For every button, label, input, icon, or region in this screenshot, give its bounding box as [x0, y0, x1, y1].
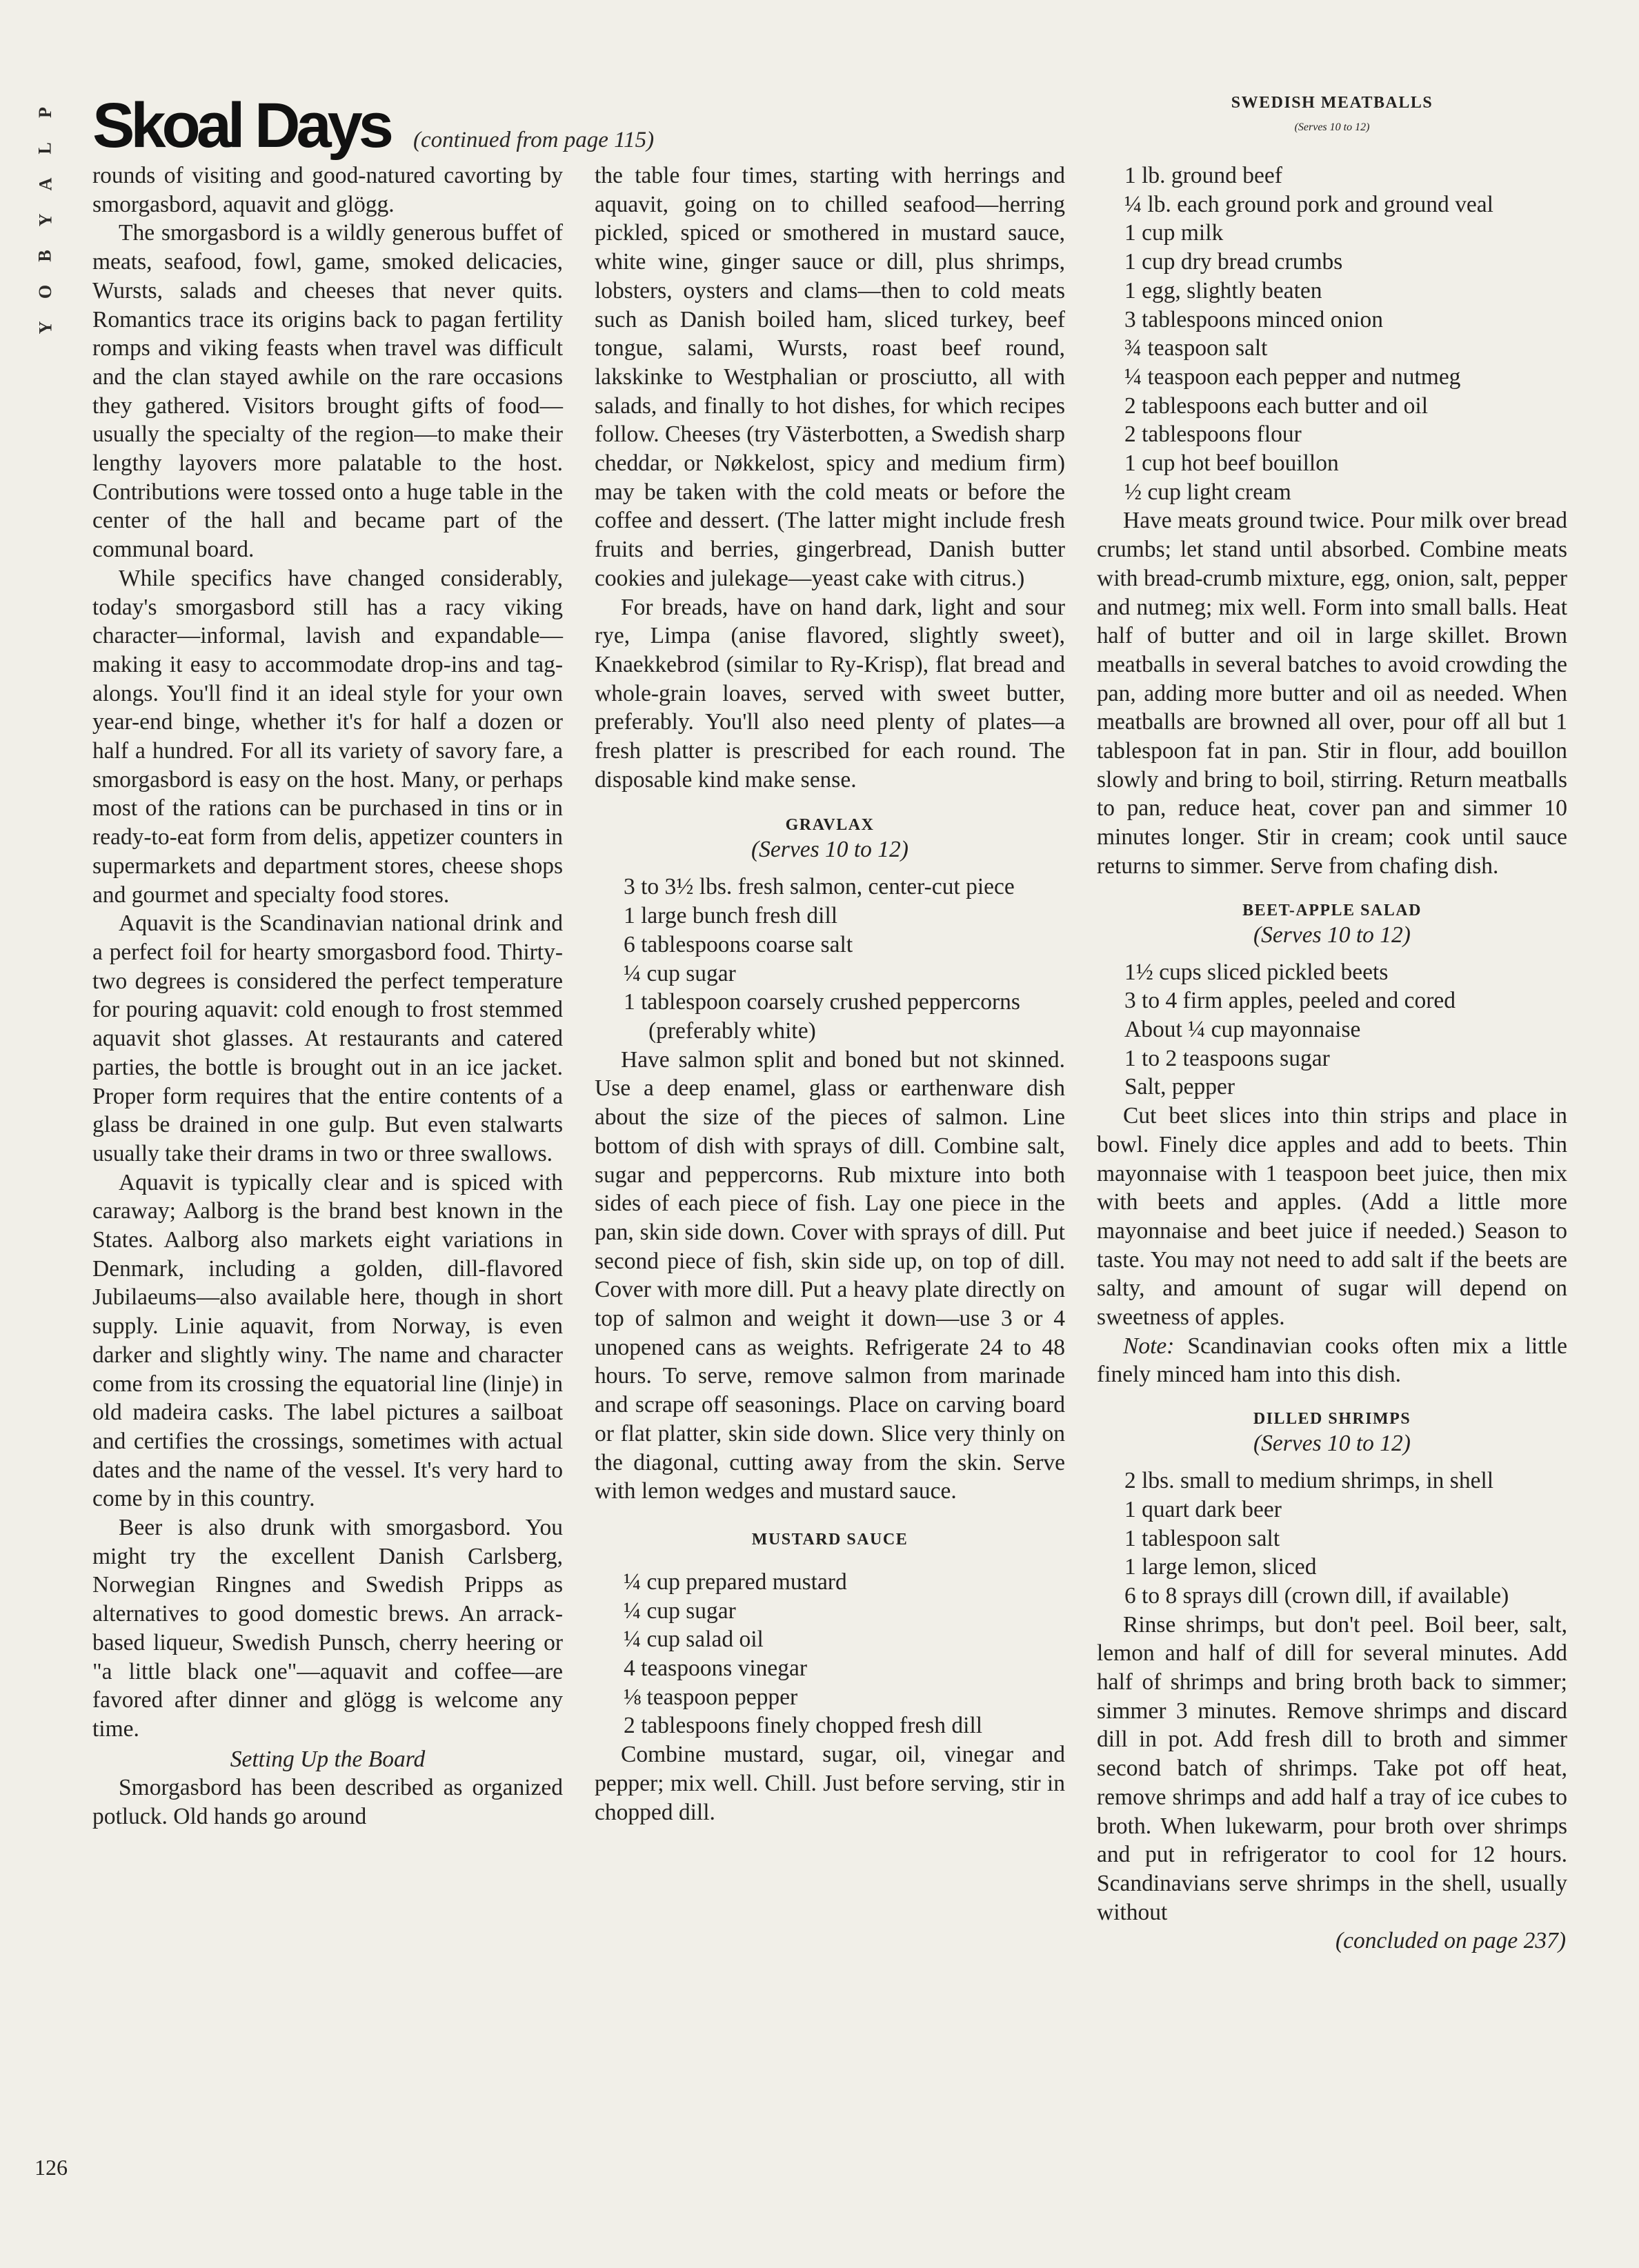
ingredient-item: Salt, pepper [1124, 1074, 1235, 1100]
ingredient-item: 6 tablespoons coarse salt [624, 931, 853, 957]
ingredient-item: 2 tablespoons flour [1124, 421, 1302, 448]
recipe-serves: (Serves 10 to 12) [1294, 121, 1370, 133]
ingredient-item: ¼ cup sugar [624, 960, 736, 986]
ingredient-item: ¼ cup salad oil [624, 1627, 764, 1653]
recipe-method: Combine mustard, sugar, oil, vinegar and pepper; mix well. Chill. Just before serving, stir in chopped dill. [595, 1742, 1065, 1825]
ingredient-item: 6 to 8 sprays dill (crown dill, if available) [1124, 1582, 1509, 1609]
note-text: Scandinavian cooks often mix a little finely minced ham into this dish. [1097, 1333, 1567, 1388]
ingredient-item: 4 teaspoons vinegar [624, 1655, 808, 1682]
recipe-title-mustard-sauce: MUSTARD SAUCE [751, 1530, 908, 1549]
ingredient-item: ¼ cup prepared mustard [624, 1569, 847, 1595]
recipe-serves: (Serves 10 to 12) [1253, 1431, 1411, 1457]
ingredient-item: About ¼ cup mayonnaise [1124, 1016, 1361, 1042]
ingredient-list-meatballs [1097, 161, 1567, 506]
ingredient-item: ¼ cup sugar [624, 1598, 736, 1624]
ingredient-item: 2 tablespoons each butter and oil [1124, 392, 1429, 419]
ingredient-item: 1 cup hot beef bouillon [1124, 450, 1339, 477]
paragraph: Beer is also drunk with smorgasbord. You might try the excellent Danish Carlsberg, Norwegian Ringnes and Swedish Pripps as alternatives to good domestic brews. An arrack-based liqueur, Swedish Punsch, cherry heering or "a little black one"—aquavit and coffee—are favored after dinner and glögg is welcome any time. [92, 1515, 563, 1742]
recipe-title-gravlax: GRAVLAX [785, 816, 875, 835]
recipe-note [1097, 1332, 1567, 1389]
continued-note: (continued from page 115) [413, 128, 655, 152]
ingredient-item: 1 egg, slightly beaten [1124, 277, 1322, 304]
recipe-title-meatballs: SWEDISH MEATBALLS [1231, 94, 1433, 112]
recipe-serves: (Serves 10 to 12) [751, 837, 908, 863]
ingredient-item: 3 to 4 firm apples, peeled and cored [1124, 988, 1456, 1014]
ingredient-item: 1 tablespoon coarsely crushed peppercorns (preferably white) [624, 989, 1020, 1044]
ingredient-item: 1 cup dry bread crumbs [1124, 249, 1343, 275]
paragraph: While specifics have changed considerably, today's smorgasbord still has a racy viking character—informal, lavish and expandable—making it easy to accommodate drop-ins and tag-alongs. You'll find it an ideal style for your own year-end binge, whether it's for half a dozen or half a hundred. For all its variety of savory fare, a smorgasbord is easy on the host. Many, or perhaps most of the rations can be purchased in tins or in ready-to-eat form from delis, appetizer counters in supermarkets and department stores, cheese shops and gourmet and specialty food stores. [92, 565, 563, 908]
ingredient-item: ¼ teaspoon each pepper and nutmeg [1124, 364, 1461, 390]
running-head: P L A Y B O Y [34, 107, 55, 335]
concluded-note: (concluded on page 237) [1335, 1928, 1566, 1954]
ingredient-item: ¼ lb. each ground pork and ground veal [1124, 191, 1493, 217]
ingredient-list-beet-apple-salad [1097, 958, 1567, 1102]
ingredient-item: 1 tablespoon salt [1124, 1525, 1280, 1551]
paragraph: Aquavit is the Scandinavian national drink and a perfect foil for hearty smorgasbord food. Thirty-two degrees is considered the perfect temperature for pouring aquavit: cold enough to frost stemmed aquavit shot glasses. At restaurants and catered parties, the bottle is brought out in an ice jacket. Proper form requires that the entire contents of a glass be drained in one gulp. But even stalwarts usually take their drams in two or three swallows. [92, 911, 563, 1166]
paragraph: Aquavit is typically clear and is spiced with caraway; Aalborg is the brand best known in the States. Aalborg also markets eight variations in Denmark, including a golden, dill-flavored Jubilaeums—also available here, though in short supply. Linie aquavit, from Norway, is even darker and slightly winy. The name and character come from its crossing the equatorial line (linje) in old madeira casks. The label pictures a sailboat and certifies the crossings, sometimes with actual dates and the name of the vessel. It's very hard to come by in this country. [92, 1169, 563, 1512]
column-1 [92, 161, 563, 1831]
meatballs-heading [1097, 92, 1567, 142]
ingredient-item: 1 cup milk [1124, 220, 1224, 246]
ingredient-item: 1 quart dark beer [1124, 1496, 1282, 1522]
paragraph: Smorgasbord has been described as organized potluck. Old hands go around [92, 1775, 563, 1830]
note-label: Note: [1123, 1333, 1175, 1359]
ingredient-item: 1 lb. ground beef [1124, 163, 1282, 188]
ingredient-item: 1 to 2 teaspoons sugar [1124, 1045, 1330, 1071]
paragraph: The smorgasbord is a wildly generous buffet of meats, seafood, fowl, game, smoked delicacies, Wursts, salads and cheeses that never quits. Romantics trace its origins back to pagan fertility romps and viking feasts when travel was difficult and the clan stayed awhile on the rare occasions they gathered. Visitors brought gifts of food—usually the specialty of the region—to make their lengthy layovers more palatable to the host. Contributions were tossed onto a huge table in the center of the hall and became part of the communal board. [92, 220, 563, 563]
paragraph: the table four times, starting with herrings and aquavit, going on to chilled seafood—herring pickled, spiced or smothered in mustard sauce, white wine, ginger sauce or dill, plus shrimps, lobsters, oysters and clams—then to cold meats such as Danish boiled ham, sliced turkey, beef tongue, salami, Wursts, roast beef round, lakskinke to Westphalian or prosciutto, all with salads, and finally to hot dishes, for which recipes follow. Cheeses (try Västerbotten, a Swedish sharp cheddar, or Nøkkelost, spicy and medium firm) may be taken with the cold meats or before the coffee and dessert. (The latter might include fresh fruits and berries, gingerbread, Danish butter cookies and julekage—yeast cake with citrus.) [595, 163, 1065, 591]
column-2 [595, 161, 1065, 1827]
recipe-serves: (Serves 10 to 12) [1253, 922, 1411, 948]
recipe-method: Cut beet slices into thin strips and place in bowl. Finely dice apples and add to beets. Thin mayonnaise with 1 teaspoon beet juice, then mix with beets and apples. (Add a little more mayonnaise and beet juice if needed.) Season to taste. You may not need to add salt if the beets are salty, and amount of sugar will depend on sweetness of apples. [1097, 1103, 1567, 1331]
ingredient-item: ½ cup light cream [1124, 479, 1291, 505]
ingredient-list-dilled-shrimps [1097, 1466, 1567, 1611]
recipe-method: Have salmon split and boned but not skinned. Use a deep enamel, glass or earthenware dish about the size of the pieces of salmon. Line bottom of dish with sprays of dill. Combine salt, sugar and peppercorns. Rub mixture into both sides of each piece of fish. Lay one piece in the pan, skin side down. Cover with sprays of dill. Put second piece of fish, skin side up, on top of dill. Cover with more dill. Put a heavy plate directly on top of salmon and weight it down—use 3 or 4 unopened cans as weights. Refrigerate 24 to 48 hours. To serve, remove salmon from marinade and scrape off seasonings. Place on carving board or flat platter, skin side down. Slice very thinly on the diagonal, cutting away from the skin. Serve with lemon wedges and mustard sauce. [595, 1046, 1065, 1504]
recipe-title-dilled-shrimps: DILLED SHRIMPS [1253, 1410, 1411, 1429]
ingredient-list-gravlax [595, 873, 1065, 1045]
ingredient-item: 1 large bunch fresh dill [624, 903, 838, 929]
ingredient-item: ¾ teaspoon salt [1124, 335, 1268, 361]
ingredient-item: 3 tablespoons minced onion [1124, 306, 1383, 332]
ingredient-item: ⅛ teaspoon pepper [624, 1684, 798, 1710]
recipe-method: Rinse shrimps, but don't peel. Boil beer, salt, lemon and half of dill for several minutes. Add half of shrimps and bring broth back to simmer; simmer 3 minutes. Remove shrimps and discard dill in pot. Add fresh dill to broth and simmer second batch of shrimps. Take pot off heat, remove shrimps and add half a tray of ice cubes to broth. When lukewarm, pour broth over shrimps and put in refrigerator to cool for 12 hours. Scandinavians serve shrimps in the shell, usually without [1097, 1611, 1567, 1925]
paragraph: For breads, have on hand dark, light and sour rye, Limpa (anise flavored, slightly sweet), Knaekkebrod (similar to Ry-Krisp), flat bread and whole-grain loaves, served with sweet butter, preferably. You'll also need plenty of plates—a fresh platter is prescribed for each round. The disposable kind make sense. [595, 594, 1065, 793]
ingredient-item: 1½ cups sliced pickled beets [1124, 959, 1389, 985]
ingredient-item: 2 tablespoons finely chopped fresh dill [624, 1713, 983, 1739]
article-logo: Skoal Days [92, 90, 390, 161]
ingredient-list-mustard-sauce [595, 1568, 1065, 1740]
section-subhead: Setting Up the Board [230, 1746, 426, 1772]
column-3 [1097, 161, 1567, 1956]
ingredient-item: 3 to 3½ lbs. fresh salmon, center-cut piece [624, 874, 1015, 900]
ingredient-item: 1 large lemon, sliced [1124, 1554, 1317, 1580]
page-number: 126 [34, 2155, 68, 2180]
recipe-title-beet-apple-salad: BEET-APPLE SALAD [1242, 901, 1422, 919]
ingredient-item: 2 lbs. small to medium shrimps, in shell [1124, 1468, 1494, 1494]
paragraph: rounds of visiting and good-natured cavorting by smorgasbord, aquavit and glögg. [92, 163, 563, 217]
article-masthead [92, 90, 655, 161]
recipe-method: Have meats ground twice. Pour milk over bread crumbs; let stand until absorbed. Combine meats with bread-crumb mixture, egg, onion, salt, pepper and nutmeg; mix well. Form into small balls. Heat half of butter and oil in large skillet. Brown meatballs in several batches to avoid crowding the pan, adding more butter and oil as needed. When meatballs are browned all over, pour off all but 1 tablespoon fat in pan. Stir in flour, add bouillon slowly and bring to boil, stirring. Return meatballs to pan, reduce heat, cover pan and simmer 10 minutes longer. Stir in cream; cook until sauce returns to simmer. Serve from chafing dish. [1097, 508, 1567, 879]
